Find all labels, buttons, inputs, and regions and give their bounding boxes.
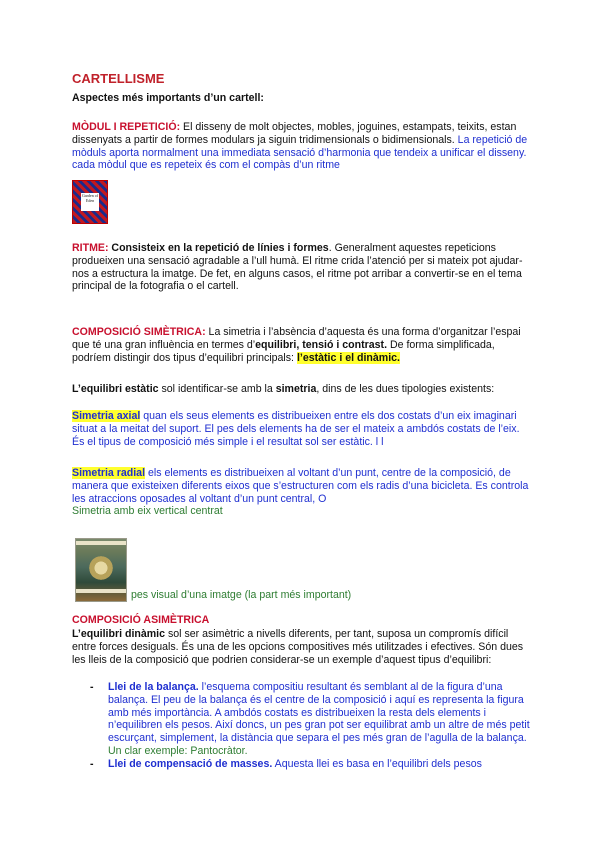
modul-text: El disseny de molt objectes, mobles, joguines, estampats, teixits, estan dissenyats a partir de formes modulars ja siguin tridimensionals o bidimensionals. — [72, 121, 517, 146]
simetrica-text2: De forma simplificada, podríem distingir dos tipus d’equilibri principals: — [72, 338, 495, 364]
asimetrica-paragraph — [72, 628, 530, 666]
simetrica-heading: COMPOSICIÓ SIMÈTRICA: — [72, 326, 206, 338]
law-1-text: l’esquema compositiu resultant és semblant al de la figura d’una balança. El peu de la balança és el centre de la composició i aquí es representa la figura amb més importància. A ambdós costats es distribueixen la resta dels elements i n’equilibren els pesos. Així doncs, un pes gran pot ser equilibrat amb un altre de més petit escurçant, simplement, la distància que separa el pes més gran de l’agulla de la balança. — [108, 681, 530, 745]
poster-caption: pes visual d’una imatge (la part més important) — [131, 589, 352, 601]
law-2-item — [108, 758, 530, 771]
estatic-paragraph — [72, 383, 530, 396]
estatic-bold2: simetria — [275, 383, 317, 395]
ritme-paragraph — [72, 242, 530, 293]
estatic-text1: sol identificar-se amb la — [158, 383, 276, 395]
ritme-text: . Generalment aquestes repeticions produeixen una sensació agradable a l’ull humà. El ritme crida l’atenció per si mateix pot ajudar-nos a estructura la imatge. De fet, en alguns casos, el ritme pot arribar a convertir-se en el tema principal de la fotografia o el cartell. — [72, 242, 523, 293]
document-subtitle: Aspectes més importants d’un cartell: — [72, 92, 264, 104]
estatic-bold: L’equilibri estàtic — [72, 383, 159, 395]
asimetrica-bold: L’equilibri dinàmic — [72, 628, 166, 640]
law-1-title: Llei de la balança. — [108, 681, 199, 693]
asimetrica-heading: COMPOSICIÓ ASIMÈTRICA — [72, 614, 210, 626]
axial-paragraph — [72, 410, 530, 448]
law-1-item — [108, 681, 530, 758]
law-2-bullet: - — [90, 758, 94, 770]
axial-highlight: Simetria axial — [72, 410, 141, 422]
radial-paragraph — [72, 467, 530, 518]
simetrica-highlight: l’estàtic i el dinàmic. — [296, 351, 400, 364]
document-title: CARTELLISME — [72, 71, 165, 86]
simetrica-bold: equilibri, tensió i contrast. — [255, 338, 388, 351]
ritme-bold: Consisteix en la repetició de línies i formes — [108, 242, 329, 254]
radial-highlight: Simetria radial — [72, 467, 146, 479]
garden-of-eden-image — [72, 180, 108, 224]
estatic-text2: , dins de les dues tipologies existents: — [316, 383, 495, 395]
simetrica-paragraph — [72, 326, 530, 364]
modul-text-blue: La repetició de mòduls aporta normalment una immediata sensació d’harmonia que tendeix a unificar el disseny. cada mòdul que es repeteix és com el compàs d’un ritme — [72, 133, 528, 172]
simetrica-text1: La simetria i l’absència d’aquesta és una forma d’organitzar l’espai que té una gran influència en termes d’ — [72, 326, 521, 351]
radial-green: Simetria amb eix vertical centrat — [72, 505, 223, 518]
asimetrica-text: sol ser asimètric a nivells diferents, per tant, suposa un compromís difícil entre forces desiguals. És una de les opcions compositives més utilitzades i efectives. Són dues les lleis de la composició que podrien considerar-se un exemple d’aquest tipus d’equilibri: — [72, 628, 524, 666]
law-1-example: Un clar exemple: Pantocràtor. — [108, 744, 248, 757]
axial-text: quan els seus elements es distribueixen entre els dos costats d’un eix imaginari situat a la meitat del suport. El pes dels elements ha de ser el mateix a ambdós costats de l’eix. És el tipus de composició més simple i el resultat sol ser estàtic. l l — [72, 410, 520, 448]
law-2-title: Llei de compensació de masses. — [108, 758, 273, 770]
poster-image — [75, 538, 127, 602]
garden-of-eden-label: Garden of Eden — [81, 193, 99, 211]
modul-heading: MÒDUL I REPETICIÓ: — [72, 121, 181, 133]
law-2-text: Aquesta llei es basa en l’equilibri dels pesos — [272, 758, 482, 770]
law-1-bullet: - — [90, 681, 94, 693]
radial-text: els elements es distribueixen al voltant d’un punt, centre de la composició, de manera que existeixen diferents eixos que s’estructuren com els radis d’una bicicleta. Es controla les atraccions oposades al voltant d’un punt central, O — [72, 467, 529, 505]
ritme-heading: RITME: — [72, 242, 109, 254]
modul-paragraph — [72, 121, 530, 172]
